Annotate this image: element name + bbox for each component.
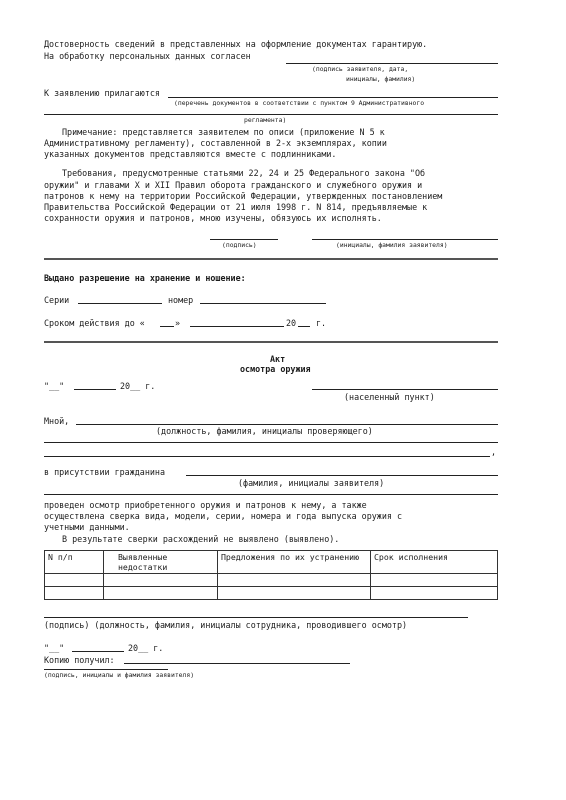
result-statement: В результате сверки расхождений не выявлено (выявлено). [62,534,340,544]
by-me-label: Мной, [44,416,70,426]
footer-date-year: 20__ г. [128,643,164,653]
table-cell[interactable] [371,574,498,587]
header-deficiencies: Выявленные недостатки [104,551,218,574]
permit-heading: Выдано разрешение на хранение и ношение: [44,273,246,283]
number-label: номер [168,295,194,305]
copy-received-field-2[interactable] [44,669,168,670]
validity-day-field[interactable] [160,326,174,327]
table-cell[interactable] [45,574,104,587]
attached-documents-line[interactable] [168,97,498,98]
act-title: Акт [270,354,286,364]
validity-year-field[interactable] [298,326,310,327]
consent-caption-1: (подпись заявителя, дата, [312,65,409,73]
attached-caption-1: (перечень документов в соответствии с пунктом 9 Административного [174,99,425,107]
table-header-row [45,551,498,574]
act-subtitle: осмотра оружия [240,364,311,374]
requirements-line-2: оружии" и главами X и XII Правил оборота гражданского и служебного оружия и [44,180,423,190]
table-cell[interactable] [104,587,218,600]
table-cell[interactable] [45,587,104,600]
table-cell[interactable] [218,587,371,600]
place-caption: (населенный пункт) [344,392,435,402]
series-label: Серии [44,295,70,305]
consent-caption-2: инициалы, фамилия) [346,75,416,83]
note-line-3: указанных документов представляются вместе с подлинниками. [44,149,337,159]
presence-field[interactable] [186,475,498,476]
validity-month-field[interactable] [190,326,284,327]
applicant-name-line[interactable] [312,239,498,240]
copy-received-label: Копию получил: [44,655,115,665]
attached-documents-line-2[interactable] [44,114,498,115]
presence-label: в присутствии гражданина [44,467,166,477]
presence-caption: (фамилия, инициалы заявителя) [238,478,385,488]
section-separator-1 [44,258,498,260]
act-date-month-field[interactable] [74,389,116,390]
inspector-caption: (должность, фамилия, инициалы проверяющего) [156,426,373,436]
footer-caption: (подпись) (должность, фамилия, инициалы сотрудника, проводившего осмотр) [44,620,408,630]
footer-date-month-field[interactable] [72,651,124,652]
signature-caption: (подпись) [222,241,257,249]
requirements-line-3: патронов к нему на территории Российской Федерации, утвержденных постановлением [44,191,443,201]
note-line-2: Административному регламенту), составленной в 2-х экземплярах, копии [44,138,387,148]
table-cell[interactable] [218,574,371,587]
copy-received-caption: (подпись, инициалы и фамилия заявителя) [44,671,195,679]
applicant-signature-line[interactable] [210,239,278,240]
attached-caption-2: регламента) [244,116,287,124]
section-separator-2 [44,341,498,343]
applicant-name-caption: (инициалы, фамилия заявителя) [336,241,448,249]
inspection-line-2: осуществлена сверка вида, модели, серии, номера и года выпуска оружия с [44,511,402,521]
attached-documents-label: К заявлению прилагаются [44,88,160,98]
inspector-field[interactable] [76,424,498,425]
footer-date-day: "__" [44,643,65,653]
validity-year-prefix: 20 [286,318,297,328]
copy-received-field[interactable] [124,663,350,664]
place-field[interactable] [312,389,498,390]
inspector-comma: , [491,447,497,457]
deficiencies-table [44,550,498,600]
reliability-statement: Достоверность сведений в представленных на оформление документах гарантирую. [44,39,428,49]
validity-year-suffix: г. [316,318,327,328]
presence-field-2[interactable] [44,494,498,495]
table-cell[interactable] [104,574,218,587]
requirements-line-5: сохранности оружия и патронов, мною изучены, обязуюсь их исполнять. [44,213,382,223]
note-line-1: Примечание: представляется заявителем по описи (приложение N 5 к [62,127,385,137]
table-row [45,574,498,587]
consent-statement: На обработку персональных данных согласен [44,51,251,61]
table-row [45,587,498,600]
series-field[interactable] [78,303,162,304]
act-date-year: 20__ г. [120,381,156,391]
requirements-line-4: Правительства Российской Федерации от 21 июля 1998 г. N 814, предъявляемые к [44,202,428,212]
inspection-line-3: учетными данными. [44,522,130,532]
inspector-signature-line[interactable] [44,617,468,618]
header-number: N п/п [45,551,104,574]
header-proposals: Предложения по их устранению [218,551,371,574]
inspector-field-3[interactable] [44,456,490,457]
number-field[interactable] [200,303,326,304]
header-deadline: Срок исполнения [371,551,498,574]
table-cell[interactable] [371,587,498,600]
inspector-field-2[interactable] [44,442,498,443]
requirements-line-1: Требования, предусмотренные статьями 22, 24 и 25 Федерального закона "Об [62,168,426,178]
inspection-line-1: проведен осмотр приобретенного оружия и патронов к нему, а также [44,500,367,510]
act-date-day: "__" [44,381,65,391]
validity-label: Сроком действия до « [44,318,145,328]
validity-quote-close: » [175,318,181,328]
consent-signature-line[interactable] [286,63,498,64]
